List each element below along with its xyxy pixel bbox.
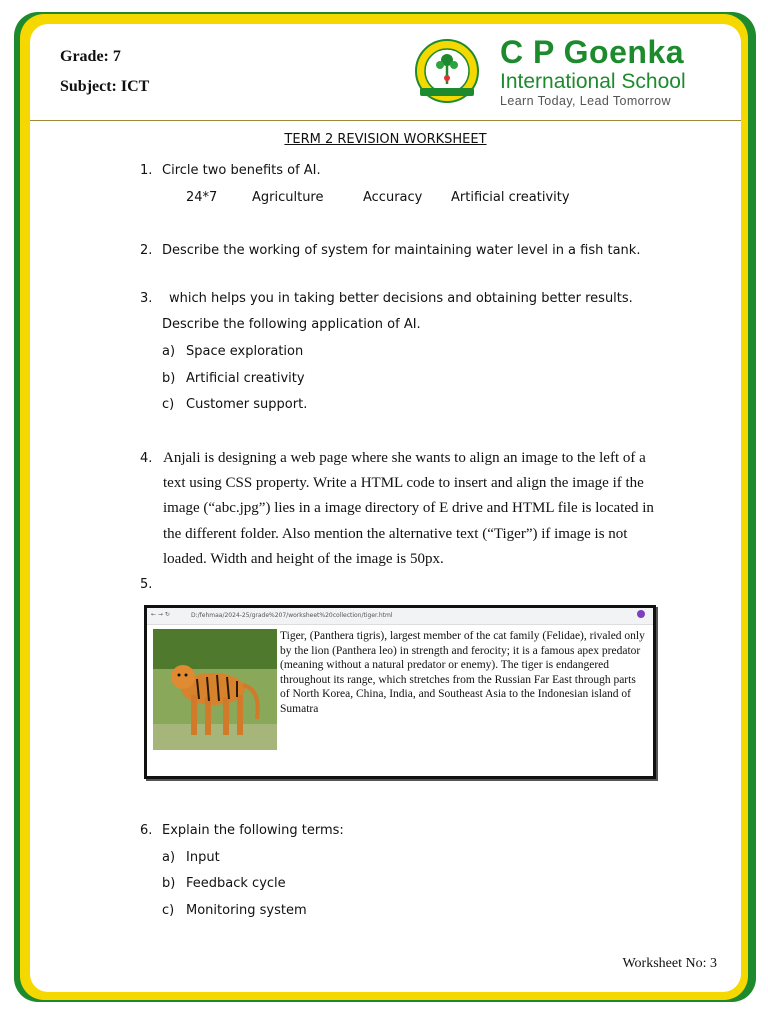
subject-label: Subject: ICT xyxy=(60,78,150,95)
browser-address-bar xyxy=(147,608,653,625)
browser-screenshot xyxy=(144,605,656,779)
q3-item-a-label: a) xyxy=(162,344,176,359)
q2-number: 2. xyxy=(140,243,153,258)
q6-item-a: Input xyxy=(186,850,220,865)
q2-text: Describe the working of system for maintaining water level in a fish tank. xyxy=(162,243,641,258)
q1-option-4: Artificial creativity xyxy=(451,190,570,205)
worksheet-page xyxy=(30,24,741,992)
q6-item-c: Monitoring system xyxy=(186,903,307,918)
q6-item-b: Feedback cycle xyxy=(186,876,286,891)
q6-item-a-label: a) xyxy=(162,850,176,865)
q1-option-2: Agriculture xyxy=(252,190,324,205)
q3-item-c-label: c) xyxy=(162,397,175,412)
header-divider xyxy=(30,120,741,121)
q3-item-c: Customer support. xyxy=(186,397,308,412)
q6-text: Explain the following terms: xyxy=(162,823,344,838)
q3-line2: Describe the following application of AI. xyxy=(162,317,421,332)
grade-label: Grade: 7 xyxy=(60,48,121,65)
q4-line-1: Anjali is designing a web page where she wants to align an image to the left of a xyxy=(163,450,646,466)
q4-number: 4. xyxy=(140,451,153,466)
q1-option-1: 24*7 xyxy=(186,190,218,205)
tiger-paragraph: Tiger, (Panthera tigris), largest member of the cat family (Felidae), rivaled only by the lion (Panthera leo) in strength and ferocity; it is a famous apex predator (meaning without a natural predator or enemy). The tiger is endangered throughout its range, which stretches from the Russian Far East through parts of North Korea, China, India, and Southeast Asia to the Indonesian island of Sumatra xyxy=(280,630,645,715)
q6-item-b-label: b) xyxy=(162,876,176,891)
school-name-line2: International School xyxy=(500,70,686,93)
q4-line-3: image (“abc.jpg”) lies in a image directory of E drive and HTML file is located in xyxy=(163,500,654,516)
q5-number: 5. xyxy=(140,577,153,592)
q3-item-b-label: b) xyxy=(162,371,176,386)
school-name-line1: C P Goenka xyxy=(500,34,685,70)
q1-number: 1. xyxy=(140,163,153,178)
cp-goenka-crest-icon xyxy=(414,38,480,104)
q4-line-4: the different folder. Also mention the alternative text (“Tiger”) if image is not xyxy=(163,526,628,542)
worksheet-number: Worksheet No: 3 xyxy=(622,956,717,971)
q3-item-b: Artificial creativity xyxy=(186,371,305,386)
q1-option-3: Accuracy xyxy=(363,190,423,205)
q3-number: 3. xyxy=(140,291,153,306)
tiger-photo xyxy=(153,629,277,750)
browser-url: D:/fehmaa/2024-25/grade%207/worksheet%20collection/tiger.html xyxy=(191,612,393,619)
q1-text: Circle two benefits of AI. xyxy=(162,163,321,178)
q6-item-c-label: c) xyxy=(162,903,175,918)
worksheet-title: TERM 2 REVISION WORKSHEET xyxy=(284,132,487,147)
nav-arrows-icon: ← → ↻ xyxy=(151,611,170,618)
q6-number: 6. xyxy=(140,823,153,838)
school-tagline: Learn Today, Lead Tomorrow xyxy=(500,94,671,108)
q4-line-2: text using CSS property. Write a HTML code to insert and align the image if the xyxy=(163,475,644,491)
q3-item-a: Space exploration xyxy=(186,344,304,359)
profile-icon xyxy=(637,610,645,618)
q3-line1: which helps you in taking better decisions and obtaining better results. xyxy=(169,291,633,306)
q4-line-5: loaded. Width and height of the image is 50px. xyxy=(163,551,444,567)
